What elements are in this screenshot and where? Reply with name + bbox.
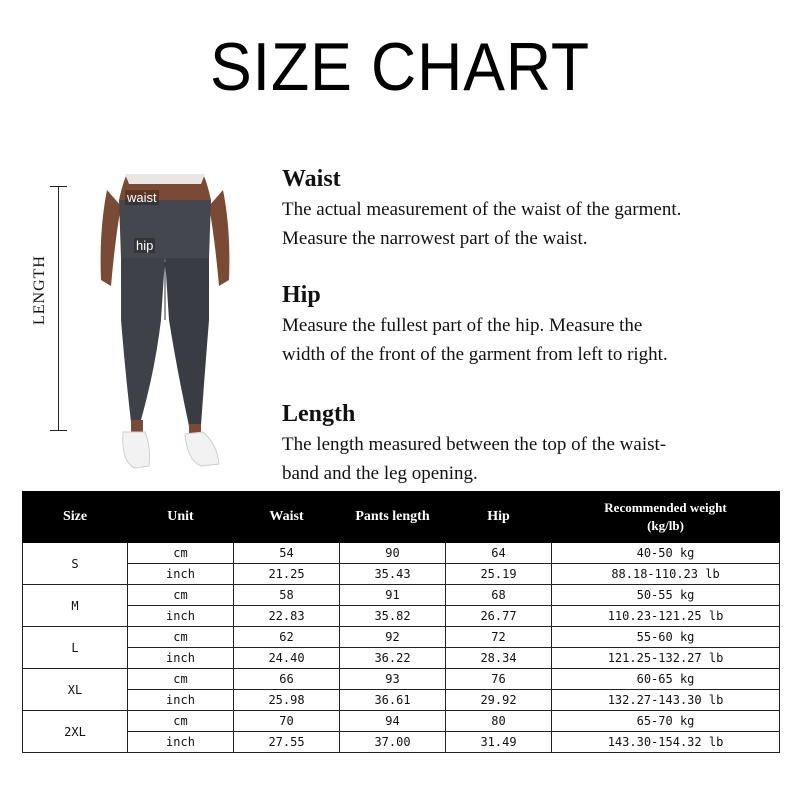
size-cell: L (23, 627, 128, 669)
header-pants-length: Pants length (340, 492, 446, 543)
length-bottom-cap (50, 430, 67, 431)
table-row (23, 648, 780, 669)
hip-description (282, 281, 792, 369)
recommended-weight-cell: 110.23-121.25 lb (552, 606, 780, 627)
waist-cell: 21.25 (234, 564, 340, 585)
waist-tag: waist (127, 190, 157, 205)
table-row (23, 564, 780, 585)
waist-cell: 54 (234, 543, 340, 564)
recommended-weight-cell: 143.30-154.32 lb (552, 732, 780, 753)
recommended-weight-cell: 88.18-110.23 lb (552, 564, 780, 585)
waist-cell: 70 (234, 711, 340, 732)
waist-cell: 66 (234, 669, 340, 690)
waist-cell: 62 (234, 627, 340, 648)
unit-cell: cm (128, 543, 234, 564)
size-table (22, 491, 780, 753)
waist-cell: 58 (234, 585, 340, 606)
pants-length-cell: 93 (340, 669, 446, 690)
waist-desc-line-2: Measure the narrowest part of the waist. (282, 228, 588, 249)
waist-cell: 27.55 (234, 732, 340, 753)
header-size: Size (23, 492, 128, 543)
recommended-weight-cell: 55-60 kg (552, 627, 780, 648)
waist-description (282, 165, 792, 253)
unit-cell: cm (128, 669, 234, 690)
recommended-weight-cell: 40-50 kg (552, 543, 780, 564)
size-cell: XL (23, 669, 128, 711)
size-cell: S (23, 543, 128, 585)
length-heading: Length (282, 401, 356, 427)
hip-cell: 80 (446, 711, 552, 732)
hip-desc-line-2: width of the front of the garment from left to right. (282, 344, 668, 365)
pants-length-cell: 91 (340, 585, 446, 606)
page-title: SIZE CHART (210, 29, 590, 105)
unit-cell: inch (128, 564, 234, 585)
length-top-cap (50, 186, 67, 187)
pants-length-cell: 92 (340, 627, 446, 648)
table-row (23, 690, 780, 711)
unit-cell: cm (128, 585, 234, 606)
waist-heading: Waist (282, 166, 341, 192)
table-row (23, 732, 780, 753)
hip-desc-line-1: Measure the fullest part of the hip. Measure the (282, 315, 643, 336)
unit-cell: inch (128, 732, 234, 753)
recommended-weight-cell: 50-55 kg (552, 585, 780, 606)
length-description (282, 400, 792, 488)
length-desc-line-1: The length measured between the top of the waist- (282, 434, 667, 455)
hip-cell: 72 (446, 627, 552, 648)
hip-cell: 25.19 (446, 564, 552, 585)
header-weight-line-1: Recommended weight (604, 500, 727, 515)
hip-cell: 68 (446, 585, 552, 606)
unit-cell: inch (128, 606, 234, 627)
hip-cell: 29.92 (446, 690, 552, 711)
table-row (23, 585, 780, 606)
table-header-row (23, 492, 780, 543)
hip-cell: 76 (446, 669, 552, 690)
waist-desc-line-1: The actual measurement of the waist of the garment. (282, 199, 682, 220)
hip-cell: 26.77 (446, 606, 552, 627)
hip-cell: 28.34 (446, 648, 552, 669)
recommended-weight-cell: 60-65 kg (552, 669, 780, 690)
pants-length-cell: 90 (340, 543, 446, 564)
waist-cell: 24.40 (234, 648, 340, 669)
recommended-weight-cell: 65-70 kg (552, 711, 780, 732)
pants-length-cell: 94 (340, 711, 446, 732)
length-axis-label: LENGTH (31, 255, 48, 325)
unit-cell: inch (128, 690, 234, 711)
length-measure-line (58, 186, 59, 430)
leggings-model-illustration (95, 170, 235, 475)
table-row (23, 543, 780, 564)
recommended-weight-cell: 132.27-143.30 lb (552, 690, 780, 711)
table-row (23, 711, 780, 732)
pants-length-cell: 36.22 (340, 648, 446, 669)
hip-tag: hip (136, 238, 154, 253)
pants-length-cell: 36.61 (340, 690, 446, 711)
table-row (23, 669, 780, 690)
hip-heading: Hip (282, 282, 321, 308)
table-row (23, 627, 780, 648)
unit-cell: cm (128, 627, 234, 648)
size-cell: M (23, 585, 128, 627)
header-unit: Unit (128, 492, 234, 543)
pants-length-cell: 35.43 (340, 564, 446, 585)
length-desc-line-2: band and the leg opening. (282, 463, 478, 484)
unit-cell: inch (128, 648, 234, 669)
recommended-weight-cell: 121.25-132.27 lb (552, 648, 780, 669)
hip-cell: 31.49 (446, 732, 552, 753)
waist-cell: 25.98 (234, 690, 340, 711)
hip-cell: 64 (446, 543, 552, 564)
header-weight-line-2: (kg/lb) (647, 518, 684, 533)
size-cell: 2XL (23, 711, 128, 753)
table-row (23, 606, 780, 627)
waist-cell: 22.83 (234, 606, 340, 627)
pants-length-cell: 35.82 (340, 606, 446, 627)
header-hip: Hip (446, 492, 552, 543)
unit-cell: cm (128, 711, 234, 732)
pants-length-cell: 37.00 (340, 732, 446, 753)
header-recommended-weight (552, 492, 780, 543)
header-waist: Waist (234, 492, 340, 543)
